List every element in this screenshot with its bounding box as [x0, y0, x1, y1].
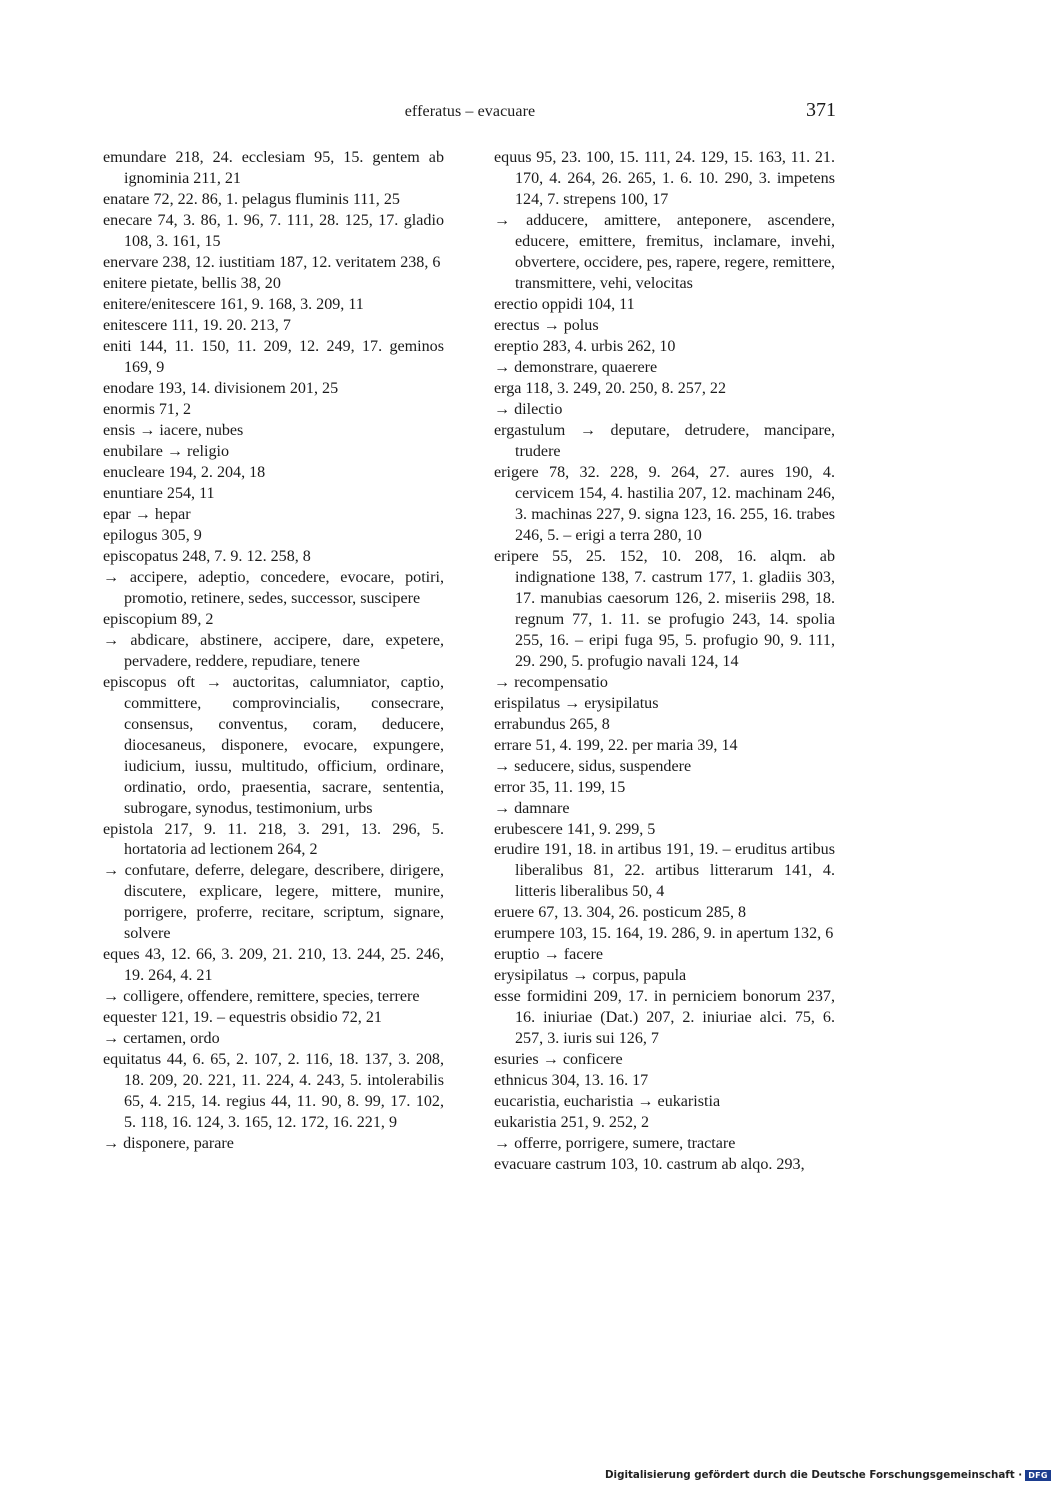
page-number: 371	[806, 99, 836, 121]
index-entry: erectio oppidi 104, 11	[494, 295, 635, 313]
index-entry: enormis 71, 2	[103, 400, 192, 418]
index-entry: → demonstrare, quaerere	[494, 358, 658, 376]
index-entry: → abdicare, abstinere, accipere, dare, expetere, pervadere, reddere, repudiare, tenere	[103, 631, 444, 670]
running-title: efferatus – evacuare	[404, 103, 536, 120]
index-column-left	[103, 148, 444, 1155]
index-entry: episcopium 89, 2	[103, 610, 214, 628]
index-entry: eruere 67, 13. 304, 26. posticum 285, 8	[494, 904, 747, 922]
index-entry: erudire 191, 18. in artibus 191, 19. – eruditus artibus liberalibus 81, 22. artibus litterarum 141, 4. litteris liberalibus 50, 4	[494, 841, 835, 901]
index-entry: episcopatus 248, 7. 9. 12. 258, 8	[103, 547, 311, 565]
index-entry: eniti 144, 11. 150, 11. 209, 12. 249, 17. geminos 169, 9	[103, 337, 444, 376]
index-entry: erispilatus → erysipilatus	[494, 694, 659, 712]
index-entry: → colligere, offendere, remittere, species, terrere	[103, 988, 420, 1006]
dfg-logo: DFG	[1025, 1470, 1051, 1481]
index-entry: → seducere, sidus, suspendere	[494, 757, 692, 775]
index-entry: erga 118, 3. 249, 20. 250, 8. 257, 22	[494, 379, 726, 397]
index-entry: esse formidini 209, 17. in perniciem bonorum 237, 16. iniuriae (Dat.) 207, 2. iniuriae alci. 75, 6. 257, 3. iuris sui 126, 7	[494, 988, 835, 1048]
index-entry: erubescere 141, 9. 299, 5	[494, 820, 656, 838]
index-entry: episcopus oft → auctoritas, calumniator, captio, committere, comprovincialis, consecrare, consensus, conventus, coram, deducere, diocesaneus, disponere, evocare, expungere, iudicium, iussu, multitudo, officium, ordinare, ordinatio, ordo, praesentia, sacrare, sententia, subrogare, synodus, testimonium, urbs	[103, 673, 444, 817]
index-entry: enodare 193, 14. divisionem 201, 25	[103, 379, 339, 397]
index-entry: → adducere, amittere, anteponere, ascendere, educere, emittere, fremitus, inclamare, invehi, obvertere, occidere, pes, rapere, regere, remittere, transmittere, vehi, velocitas	[494, 211, 835, 292]
index-entry: enatare 72, 22. 86, 1. pelagus fluminis 111, 25	[103, 190, 400, 208]
index-entry: esuries → conficere	[494, 1051, 623, 1069]
funding-footer	[605, 1469, 1051, 1481]
funding-footer-text: Digitalisierung gefördert durch die Deutsche Forschungsgemeinschaft ·	[605, 1469, 1023, 1481]
index-entry: → damnare	[494, 799, 570, 817]
index-entry: error 35, 11. 199, 15	[494, 778, 626, 796]
index-entry: enucleare 194, 2. 204, 18	[103, 463, 266, 481]
index-entry: eucaristia, eucharistia → eukaristia	[494, 1093, 721, 1111]
index-entry: erectus → polus	[494, 316, 599, 334]
index-entry: eruptio → facere	[494, 946, 604, 964]
index-column-right	[494, 148, 835, 1176]
index-entry: → accipere, adeptio, concedere, evocare, potiri, promotio, retinere, sedes, successor, suscipere	[103, 568, 444, 607]
index-entry: erumpere 103, 15. 164, 19. 286, 9. in apertum 132, 6	[494, 925, 834, 943]
index-entry: epilogus 305, 9	[103, 526, 202, 544]
index-entry: equus 95, 23. 100, 15. 111, 24. 129, 15. 163, 11. 21. 170, 4. 264, 26. 265, 1. 6. 10. 290, 3. impetens 124, 7. strepens 100, 17	[494, 149, 835, 208]
index-entry: → dilectio	[494, 400, 563, 418]
index-entry: ethnicus 304, 13. 16. 17	[494, 1072, 649, 1090]
index-entry: erysipilatus → corpus, papula	[494, 967, 687, 985]
index-entry: epistola 217, 9. 11. 218, 3. 291, 13. 296, 5. hortatoria ad lectionem 264, 2	[103, 820, 444, 859]
index-entry: → recompensatio	[494, 673, 608, 691]
index-entry: → offerre, porrigere, sumere, tractare	[494, 1135, 736, 1153]
index-entry: evacuare castrum 103, 10. castrum ab alqo. 293,	[494, 1156, 805, 1174]
index-entry: enitescere 111, 19. 20. 213, 7	[103, 316, 291, 334]
index-entry: eukaristia 251, 9. 252, 2	[494, 1114, 650, 1132]
index-entry: enitere/enitescere 161, 9. 168, 3. 209, 11	[103, 295, 364, 313]
index-entry: ergastulum → deputare, detrudere, mancipare, trudere	[494, 421, 835, 460]
index-entry: erigere 78, 32. 228, 9. 264, 27. aures 190, 4. cervicem 154, 4. hastilia 207, 12. machinam 246, 3. machinas 227, 9. signa 123, 16. 255, 16. trabes 246, 5. – erigi a terra 280, 10	[494, 463, 835, 544]
index-entry: → confutare, deferre, delegare, describere, dirigere, discutere, explicare, legere, mittere, munire, porrigere, proferre, recitare, scriptum, signare, solvere	[103, 862, 444, 943]
index-entry: equester 121, 19. – equestris obsidio 72, 21	[103, 1009, 382, 1027]
index-entry: eripere 55, 25. 152, 10. 208, 16. alqm. ab indignatione 138, 7. castrum 177, 1. gladiis 303, 17. manubias caesorum 126, 2. miseriis 298, 18. regnum 77, 1. 11. se profugio 243, 14. spolia 255, 16. – eripi fuga 95, 5. profugio 90, 9. 111, 29. 290, 5. profugio navali 124, 14	[494, 547, 835, 670]
index-entry: errabundus 265, 8	[494, 715, 610, 733]
index-entry: enecare 74, 3. 86, 1. 96, 7. 111, 28. 125, 17. gladio 108, 3. 161, 15	[103, 211, 444, 250]
index-entry: → disponere, parare	[103, 1135, 234, 1153]
index-entry: enubilare → religio	[103, 442, 230, 460]
index-entry: equitatus 44, 6. 65, 2. 107, 2. 116, 18. 137, 3. 208, 18. 209, 20. 221, 11. 224, 4. 243, 5. intolerabilis 65, 4. 215, 14. regius 44, 11. 90, 8. 99, 17. 102, 5. 118, 16. 124, 3. 165, 12. 172, 16. 221, 9	[103, 1051, 444, 1132]
index-entry: eques 43, 12. 66, 3. 209, 21. 210, 13. 244, 25. 246, 19. 264, 4. 21	[103, 946, 444, 985]
index-entry: enervare 238, 12. iustitiam 187, 12. veritatem 238, 6	[103, 253, 441, 271]
index-entry: enuntiare 254, 11	[103, 484, 215, 502]
index-entry: → certamen, ordo	[103, 1030, 220, 1048]
index-entry: enitere pietate, bellis 38, 20	[103, 274, 281, 292]
index-entry: epar → hepar	[103, 505, 191, 523]
index-entry: ereptio 283, 4. urbis 262, 10	[494, 337, 676, 355]
index-entry: ensis → iacere, nubes	[103, 421, 244, 439]
index-entry: emundare 218, 24. ecclesiam 95, 15. gentem ab ignominia 211, 21	[103, 149, 444, 187]
index-entry: errare 51, 4. 199, 22. per maria 39, 14	[494, 736, 738, 754]
